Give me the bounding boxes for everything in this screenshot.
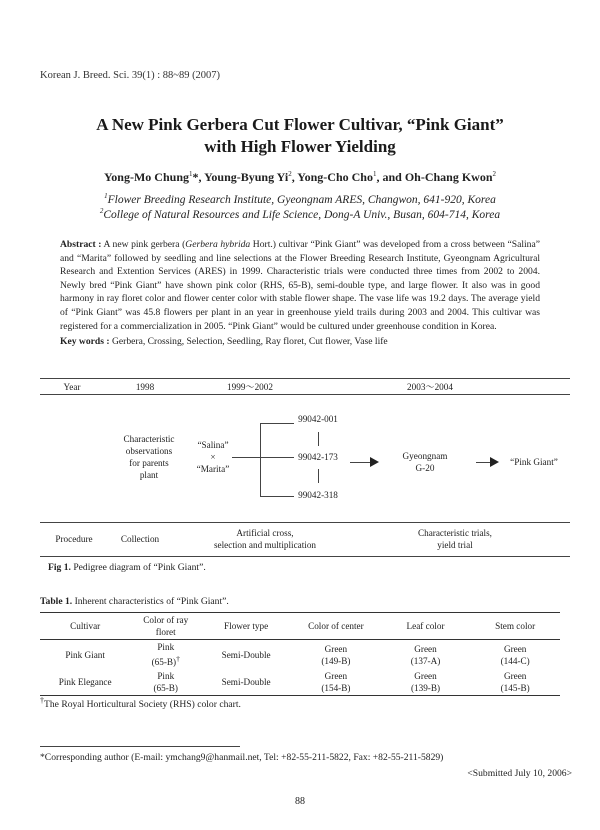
diagram-line: Characteristic trials,	[418, 528, 492, 538]
species-name: Gerbera hybrida	[185, 239, 251, 250]
table-cell	[470, 669, 560, 696]
author-name: Oh-Chang Kwon	[404, 170, 493, 184]
corresponding-mark: *	[192, 170, 199, 184]
figure-bottom-rule	[40, 556, 570, 557]
abstract-text-pre: A new pink gerbera (	[101, 239, 186, 250]
table-cell	[130, 640, 201, 670]
title-line-1: A New Pink Gerbera Cut Flower Cultivar, “Pink Giant”	[96, 115, 504, 134]
diagram-line: yield trial	[437, 540, 473, 550]
table-caption-label: Table 1.	[40, 596, 73, 607]
pink-giant-result: “Pink Giant”	[510, 457, 558, 467]
author-affil-sup: 2	[492, 170, 497, 178]
cell-line: Green	[324, 671, 348, 682]
table-cell	[291, 640, 381, 670]
corresponding-author: *Corresponding author (E-mail: ymchang9@hanmail.net, Tel: +82-55-211-5822, Fax: +82-55-211-5829)	[40, 752, 444, 763]
cell-line: Green	[414, 643, 437, 654]
year-label: Year	[63, 382, 81, 392]
diagram-line: Artificial cross,	[236, 528, 294, 538]
column-header: Flower type	[224, 621, 269, 631]
cell-line: (154-B)	[321, 683, 351, 694]
characteristics-table	[40, 612, 560, 696]
table-header-row	[40, 613, 560, 640]
arrow-shaft-1	[350, 462, 370, 463]
table-cell: Pink Elegance	[58, 677, 112, 688]
footnote-marker: †	[40, 696, 44, 705]
column-header: Cultivar	[70, 621, 101, 631]
affiliation-2	[0, 207, 600, 221]
cell-line: Pink	[157, 671, 175, 682]
cell-line: Green	[503, 643, 527, 654]
procedure-collection: Collection	[120, 534, 160, 544]
affiliation-sup: 1	[104, 192, 108, 200]
affiliation-text: College of Natural Resources and Life Science, Dong-A Univ., Busan, 604-714, Korea	[103, 208, 501, 221]
diagram-line: plant	[139, 470, 159, 480]
parent-marita: “Marita”	[196, 464, 230, 474]
affiliation-sup: 2	[99, 207, 104, 215]
selection-line-3: 99042-318	[298, 490, 338, 500]
paper-title	[0, 114, 600, 158]
diagram-line: Gyeongnam	[402, 451, 448, 461]
column-header: Stem color	[495, 621, 536, 631]
column-header: Leaf color	[406, 621, 445, 631]
cell-line: (144-C)	[500, 655, 530, 666]
author-affil-sup: 1	[189, 170, 193, 178]
table-cell	[381, 640, 471, 670]
author-list: Yong-Mo Chung$^1$*, Young-Byung Yi$^2$, Yong-Cho Cho$^1$, and Oh-Chang Kwon$^2$	[103, 170, 497, 184]
characteristic-observations-text	[104, 433, 194, 481]
affiliation-text: Flower Breeding Research Institute, Gyeongnam ARES, Changwon, 641-920, Korea	[107, 193, 496, 206]
footnote-rule	[40, 746, 240, 747]
footnote-text: The Royal Horticultural Society (RHS) color chart.	[44, 699, 241, 711]
selection-link	[318, 469, 319, 483]
table-row	[40, 669, 560, 696]
diagram-line: Characteristic	[123, 434, 175, 444]
parent-salina: “Salina”	[197, 440, 229, 450]
abstract	[60, 238, 540, 333]
footnote-marker: †	[176, 654, 180, 663]
table-cell: Pink Giant	[65, 649, 105, 660]
procedure-artificial-cross	[195, 527, 335, 551]
cell-value: (65-B)	[151, 657, 177, 668]
cell-line: Green	[324, 643, 348, 654]
cell-line: Pink	[157, 642, 175, 652]
figure-year-rule	[40, 394, 570, 395]
gyeongnam-g20	[390, 450, 460, 474]
cell-line: (139-B)	[410, 683, 441, 694]
cell-line	[132, 653, 199, 668]
year-1998: 1998	[135, 382, 155, 392]
author-name: Young-Byung Yi	[204, 170, 289, 184]
selection-link	[318, 432, 319, 446]
affiliation-1	[0, 192, 600, 206]
diagram-line: G-20	[415, 463, 435, 473]
year-2003-2004: 2003～2004	[407, 382, 453, 392]
cell-line: (137-A)	[410, 655, 441, 666]
selection-line-2: 99042-173	[298, 452, 338, 462]
figure-caption	[48, 562, 206, 573]
bracket-vertical	[260, 423, 261, 496]
author-name: Yong-Mo Chung	[103, 170, 189, 184]
table-caption-text: Inherent characteristics of “Pink Giant”.	[72, 596, 229, 607]
cell-line: Green	[503, 671, 527, 682]
figure-procedure-rule	[40, 522, 570, 523]
keywords-text: Gerbera, Crossing, Selection, Seedling, Ray floret, Cut flower, Vase life	[109, 336, 388, 347]
cross-connector	[232, 457, 260, 458]
submission-date: <Submitted July 10, 2006>	[467, 768, 572, 779]
table-cell	[291, 669, 381, 696]
title-line-2: with High Flower Yielding	[204, 137, 396, 156]
cell-line: (149-B)	[321, 655, 351, 666]
year-1999-2002: 1999～2002	[227, 382, 273, 392]
column-header: Color of ray floret	[143, 615, 189, 637]
author-affil-sup: 1	[372, 170, 377, 178]
arrow-shaft-2	[476, 462, 490, 463]
figure-caption-label: Fig 1.	[48, 562, 71, 573]
page-number: 88	[295, 796, 305, 807]
table-caption	[40, 596, 229, 607]
keywords-label: Key words :	[60, 336, 110, 347]
arrow-right-icon	[490, 457, 499, 467]
table-cell	[381, 669, 471, 696]
abstract-label: Abstract :	[60, 239, 102, 250]
keywords	[60, 336, 540, 347]
table-cell: Semi-Double	[221, 649, 271, 660]
table-row	[40, 640, 560, 670]
author-name: Yong-Cho Cho	[297, 170, 373, 184]
arrow-right-icon	[370, 457, 379, 467]
cell-line: (145-B)	[500, 683, 530, 694]
diagram-line: selection and multiplication	[213, 540, 317, 550]
figure-top-rule	[40, 378, 570, 379]
abstract-text: Hort.) cultivar “Pink Giant” was developed from a cross between “Salina” and “Marita” followed by seedling and line selections at the Flower Breeding Research Institute, Gyeongnam Agricultural Research and Extention Services (ARES) in 1999. Characteristic trials were conducted three times from 2002 to 2004. Newly bred “Pink Giant” have shown pink color (RHS, 65-B), semi-double type, and large flower. It also was in good harmony in ray floret color and flower center color with stable flower shape. The vase life was 19.2 days. The average yield of “Pink Giant” was 45.8 flowers per plant in an year in greenhouse yield trails during 2003 and 2004. This cultivar was registered for a commercialization in 2005. “Pink Giant” would be cultured under greenhouse condition in Korea.	[60, 239, 540, 332]
table-footnote	[40, 696, 241, 710]
procedure-trials	[395, 527, 515, 551]
cell-line: Green	[414, 671, 437, 682]
procedure-label: Procedure	[55, 534, 93, 544]
figure-caption-text: Pedigree diagram of “Pink Giant”.	[70, 562, 206, 573]
cell-line: (65-B)	[153, 683, 178, 694]
journal-citation: Korean J. Breed. Sci. 39(1) : 88~89 (2007)	[40, 70, 221, 81]
diagram-line: for parents	[129, 458, 169, 468]
column-header: Color of center	[308, 621, 364, 631]
selection-line-1: 99042-001	[298, 414, 338, 424]
author-affil-sup: 2	[288, 170, 292, 178]
table-cell	[130, 669, 201, 696]
table-cell	[470, 640, 560, 670]
cross-symbol: ×	[210, 452, 216, 462]
table-cell: Semi-Double	[221, 677, 271, 688]
diagram-line: observations	[125, 446, 173, 456]
